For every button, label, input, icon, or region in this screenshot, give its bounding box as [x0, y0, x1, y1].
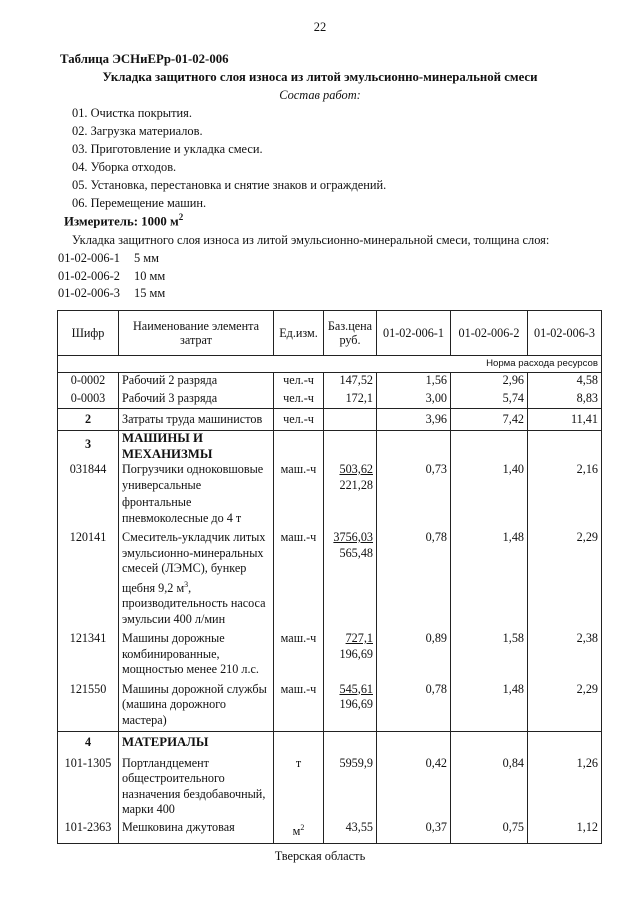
- header-name: Наименование элемента затрат: [119, 311, 274, 356]
- works-list: [72, 104, 386, 212]
- header-unit: Ед.изм.: [274, 311, 324, 356]
- norm-label: Норма расхода ресурсов: [58, 356, 602, 373]
- table-row: 0-0003 Рабочий 3 разряда чел.-ч 172,1 3,00 5,74 8,83: [58, 391, 602, 409]
- page-number: 22: [313, 20, 327, 34]
- work-item: 05. Установка, перестановка и снятие знаков и ограждений.: [72, 178, 387, 192]
- table-subtitle: Укладка защитного слоя износа из литой эмульсионно-минеральной смеси: [102, 70, 538, 84]
- composition-label: Состав работ:: [279, 88, 361, 102]
- page-footer: Тверская область: [274, 849, 366, 863]
- variant-row: 01-02-006-1 5 мм: [58, 251, 159, 265]
- work-item: 03. Приготовление и укладка смеси.: [72, 142, 263, 156]
- section-row-machines: 3 МАШИНЫ И МЕХАНИЗМЫ: [58, 431, 602, 463]
- table-row: 120141 Смеситель-укладчик литых эмульсионно-минеральных смесей (ЛЭМС), бункер щебня 9,2 $м^3$, производительность насоса эмульсии 400 л/мин маш.-ч 3756,03 565,48 0,78 1,48 2,29: [58, 526, 602, 627]
- norm-label-row: [58, 356, 602, 373]
- table-row: 0-0002 Рабочий 2 разряда чел.-ч 147,52 1,56 2,96 4,58: [58, 373, 602, 391]
- header-price: Баз.цена руб.: [324, 311, 377, 356]
- table-row: 031844 Погрузчики одноковшовые универсальные фронтальные пневмоколесные до 4 т маш.-ч 503,62 221,28 0,73 1,40 2,16: [58, 462, 602, 526]
- variant-row: 01-02-006-2 10 мм: [58, 268, 166, 283]
- section-title: МАТЕРИАЛЫ: [119, 732, 274, 754]
- work-description: Укладка защитного слоя износа из литой эмульсионно-минеральной смеси, толщина слоя:: [72, 233, 550, 247]
- header-variant-1: 01-02-006-1: [377, 311, 451, 356]
- header-variant-3: 01-02-006-3: [528, 311, 602, 356]
- variant-row: 01-02-006-3 15 мм: [58, 286, 166, 300]
- header-variant-2: 01-02-006-2: [451, 311, 528, 356]
- work-item: 02. Загрузка материалов.: [72, 124, 203, 138]
- table-row: 121550 Машины дорожной службы (машина дорожного мастера) маш.-ч 545,61 196,69 0,78 1,48 2,29: [58, 678, 602, 732]
- work-item: 01. Очистка покрытия.: [72, 106, 192, 120]
- table-header-row: [58, 311, 602, 356]
- header-code: Шифр: [58, 311, 119, 356]
- table-row: 121341 Машины дорожные комбинированные, мощностью менее 210 л.с. маш.-ч 727,1 196,69 0,89 1,58 2,38: [58, 627, 602, 678]
- table-title: Таблица ЭСНиЕРр-01-02-006: [60, 52, 229, 66]
- table-row: 101-1305 Портландцемент общестроительного назначения бездобавочный, марки 400 т 5959,9 0,42 0,84 1,26: [58, 754, 602, 820]
- section-row-materials: 4 МАТЕРИАЛЫ: [58, 732, 602, 754]
- work-item: 04. Уборка отходов.: [72, 160, 177, 174]
- resource-norms-table: [57, 310, 602, 844]
- machinist-row: 2 Затраты труда машинистов чел.-ч 3,96 7,42 11,41: [58, 409, 602, 431]
- section-title: МАШИНЫ И МЕХАНИЗМЫ: [119, 431, 274, 463]
- measure-unit: Измеритель: 1000 $м^2$: [64, 212, 184, 229]
- table-row: 101-2363 Мешковина джутовая $м^2$ 43,55 0,37 0,75 1,12: [58, 820, 602, 844]
- variants-list: [58, 250, 165, 303]
- work-item: 06. Перемещение машин.: [72, 196, 207, 210]
